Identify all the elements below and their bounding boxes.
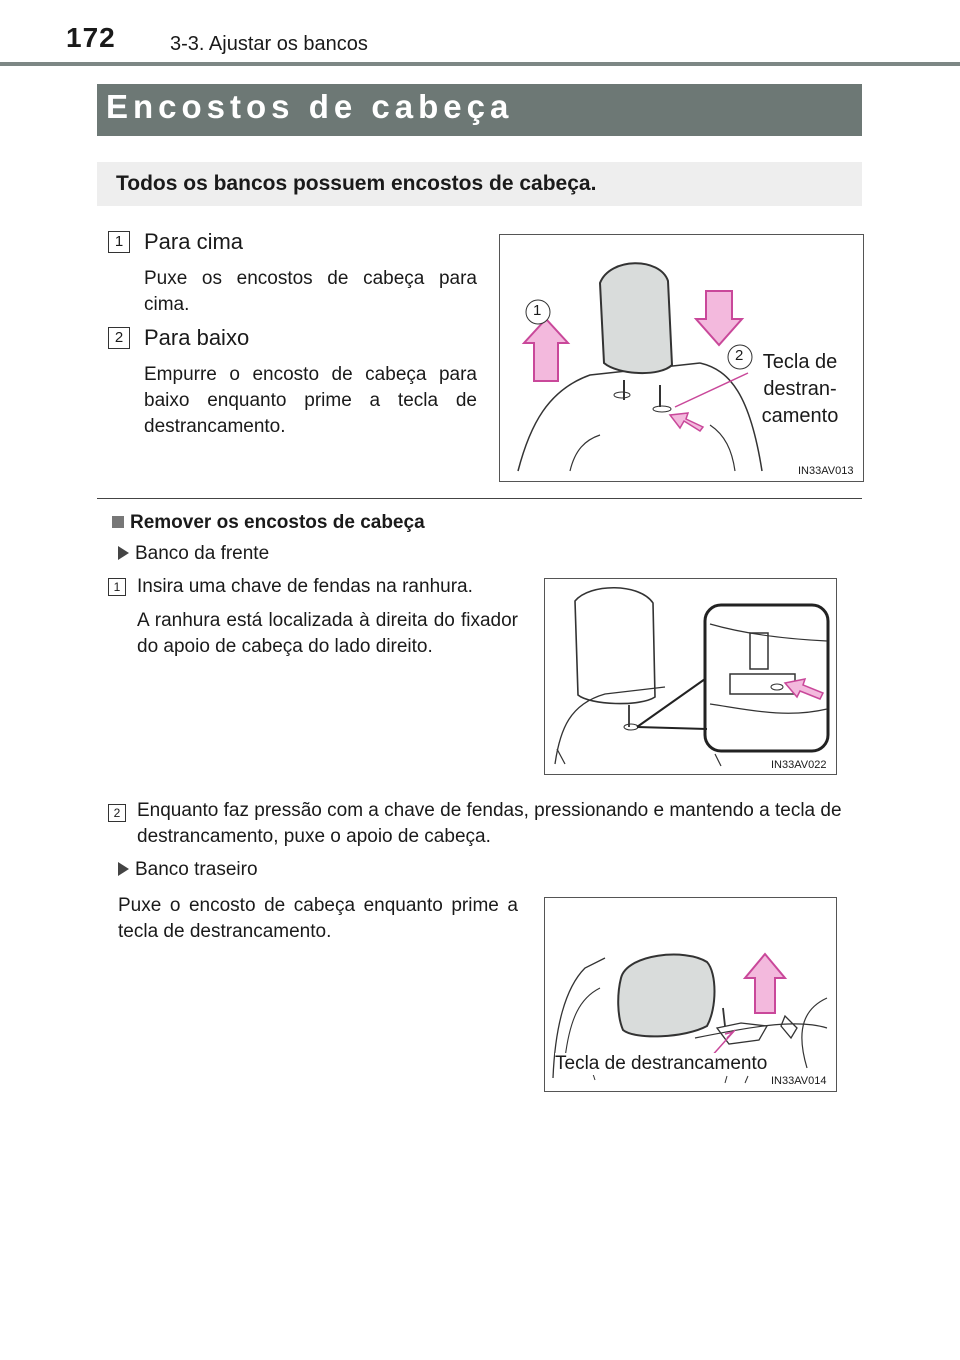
subsection-heading — [112, 512, 425, 534]
callout-1-label: 1 — [533, 302, 542, 319]
release-key-label-line-3: camento — [761, 405, 839, 427]
figure-rear-seat — [544, 897, 837, 1092]
header-divider — [0, 62, 960, 66]
page-number: 172 — [66, 22, 116, 53]
headrest-shape — [618, 955, 714, 1037]
release-key-label-line-1: Tecla de — [762, 351, 838, 373]
triangle-bullet-icon — [118, 862, 129, 876]
step-badge-down: 2 — [108, 327, 130, 349]
figure-front-seat — [544, 578, 837, 775]
figure-headrest-adjust — [499, 234, 864, 482]
headrest-outline — [575, 588, 655, 704]
zoom-detail-box — [705, 605, 828, 751]
callout-2-label: 2 — [735, 347, 744, 364]
figure-code: IN33AV022 — [771, 759, 827, 771]
subsection-title: Remover os encostos de cabeça — [130, 512, 425, 533]
intro-text: Todos os bancos possuem encostos de cabeça. — [116, 172, 597, 195]
headrest-shape — [600, 263, 672, 373]
remove-step-badge-1: 1 — [108, 578, 126, 596]
step-badge-up: 1 — [108, 231, 130, 253]
figure-code: IN33AV014 — [771, 1075, 827, 1087]
front-seat-text: Banco da frente — [135, 543, 270, 564]
arrow-up-icon — [524, 319, 568, 381]
small-arrow-icon — [670, 413, 703, 431]
subsection-divider — [97, 498, 862, 499]
rear-seat-text: Banco traseiro — [135, 859, 258, 880]
figure-code: IN33AV013 — [798, 465, 854, 477]
section-title: Encostos de cabeça — [106, 88, 514, 125]
release-key-label: Tecla de destrancamento — [555, 1053, 768, 1074]
front-seat-label — [118, 543, 269, 565]
text-down: Empurre o encosto de cabeça para baixo enquanto prime a tecla de destrancamento. — [144, 364, 477, 437]
heading-up: Para cima — [144, 229, 244, 254]
triangle-bullet-icon — [118, 546, 129, 560]
square-bullet-icon — [112, 516, 124, 528]
heading-down: Para baixo — [144, 325, 250, 350]
remove-step-1-note: A ranhura está localizada à direita do fixador do apoio de cabeça do lado direito. — [137, 610, 518, 657]
text-up: Puxe os encostos de cabeça para cima. — [144, 268, 477, 315]
front-seat-illustration — [545, 579, 836, 774]
release-key-label-line-2: destran- — [763, 378, 837, 400]
arrow-down-icon — [696, 291, 742, 345]
release-key-label — [750, 349, 850, 430]
remove-step-2-text: Enquanto faz pressão com a chave de fendas, pressionando e mantendo a tecla de destrancamento, puxe o apoio de cabeça. — [137, 800, 842, 847]
remove-step-1-text: Insira uma chave de fendas na ranhura. — [137, 576, 473, 597]
breadcrumb: 3-3. Ajustar os bancos — [170, 33, 368, 55]
arrow-up-icon — [745, 954, 785, 1013]
rear-seat-instruction: Puxe o encosto de cabeça enquanto prime a tecla de destrancamento. — [118, 895, 518, 942]
remove-step-badge-2: 2 — [108, 804, 126, 822]
rear-seat-label — [118, 859, 258, 881]
